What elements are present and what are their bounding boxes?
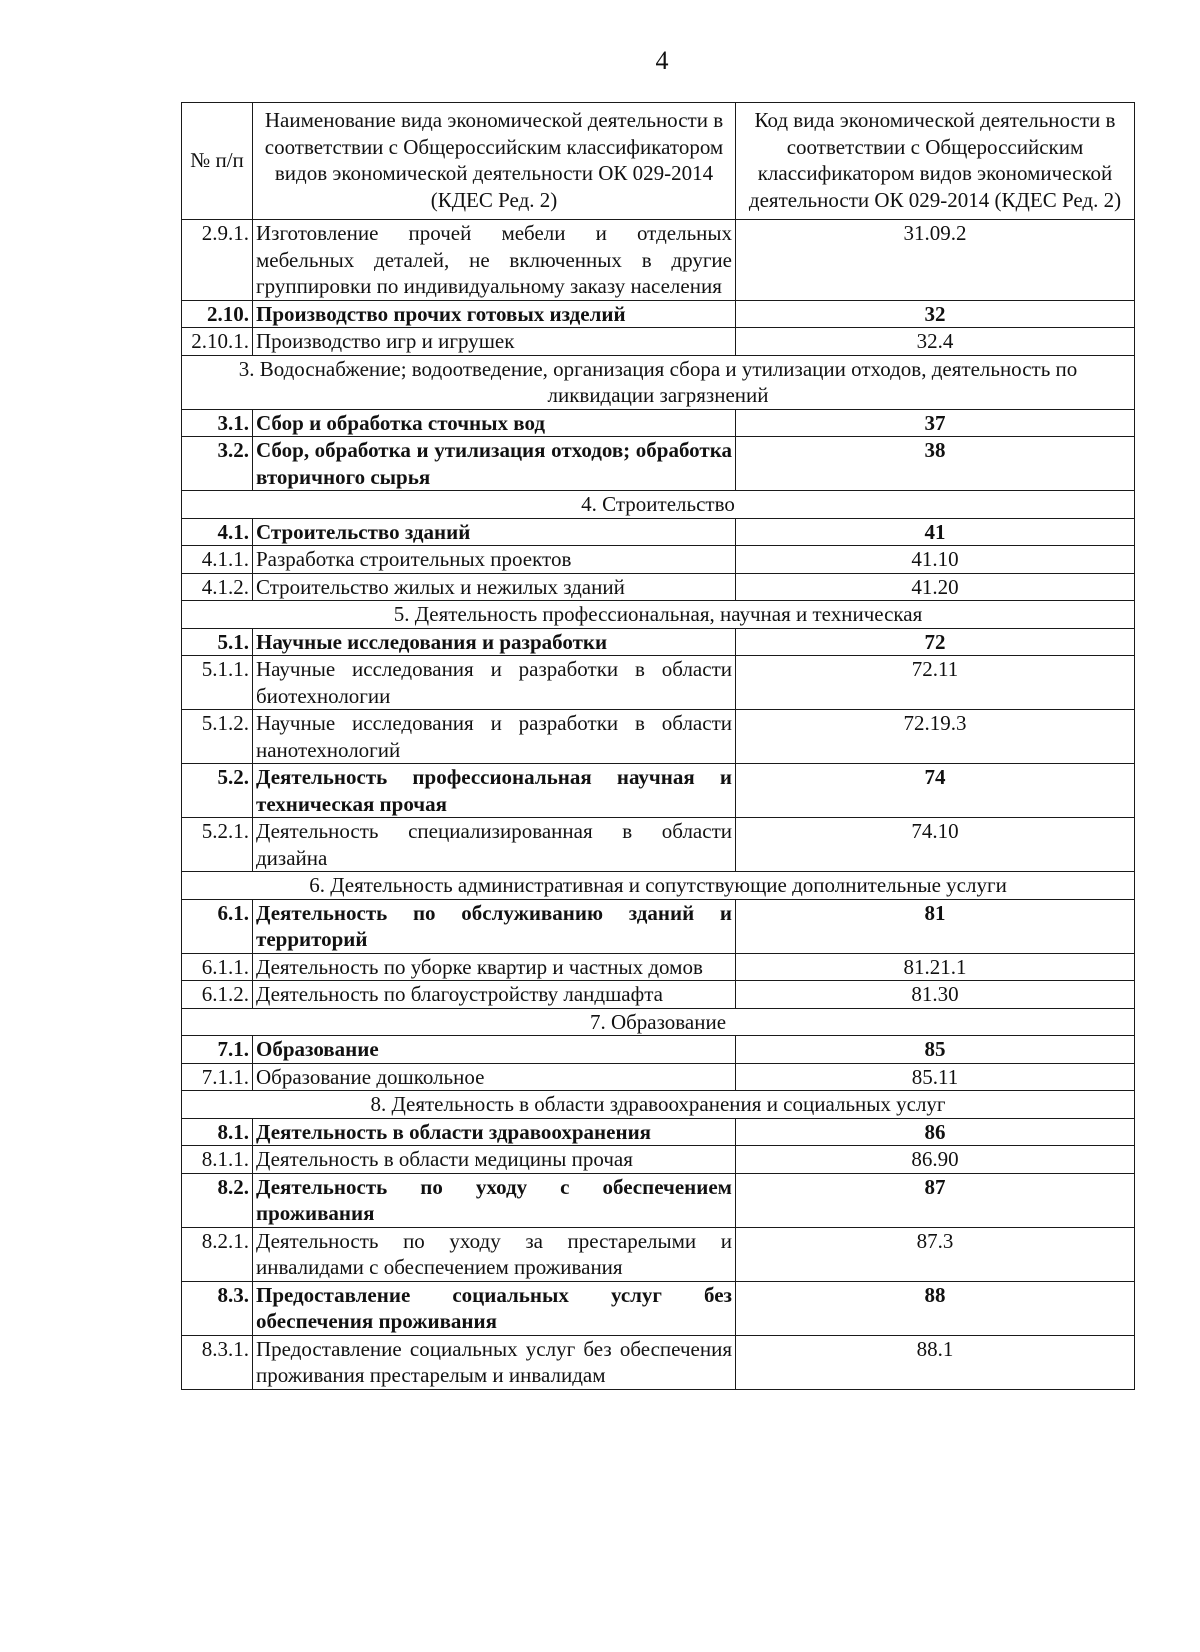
okved-code: 41.10 — [736, 546, 1135, 574]
row-number: 6.1. — [182, 899, 253, 953]
table-row — [182, 220, 1135, 301]
okved-code: 72.11 — [736, 656, 1135, 710]
okved-code: 85 — [736, 1036, 1135, 1064]
table-row — [182, 328, 1135, 356]
activity-name: Строительство жилых и нежилых зданий — [253, 573, 736, 601]
row-number: 5.1. — [182, 628, 253, 656]
activity-name: Научные исследования и разработки — [253, 628, 736, 656]
row-number: 7.1.1. — [182, 1063, 253, 1091]
okved-code: 37 — [736, 409, 1135, 437]
section-row — [182, 601, 1135, 629]
row-number: 8.2.1. — [182, 1227, 253, 1281]
table-row — [182, 437, 1135, 491]
section-title: 7. Образование — [182, 1008, 1135, 1036]
row-number: 5.2. — [182, 764, 253, 818]
header-code: Код вида экономической деятельности в соответствии с Общероссийским классификатором видов экономической деятельности ОК 029-2014 (КДЕС Ред. 2) — [736, 103, 1135, 220]
activity-name: Деятельность по уборке квартир и частных домов — [253, 953, 736, 981]
section-row — [182, 491, 1135, 519]
table-row — [182, 1118, 1135, 1146]
row-number: 5.1.1. — [182, 656, 253, 710]
row-number: 8.1.1. — [182, 1146, 253, 1174]
okved-code: 81.21.1 — [736, 953, 1135, 981]
table-row — [182, 764, 1135, 818]
table-row — [182, 1281, 1135, 1335]
okved-code: 72.19.3 — [736, 710, 1135, 764]
table-row — [182, 300, 1135, 328]
activity-name: Сбор, обработка и утилизация отходов; обработка вторичного сырья — [253, 437, 736, 491]
section-title: 8. Деятельность в области здравоохранения и социальных услуг — [182, 1091, 1135, 1119]
table-row — [182, 953, 1135, 981]
header-name: Наименование вида экономической деятельности в соответствии с Общероссийским классификатором видов экономической деятельности ОК 029-2014 (КДЕС Ред. 2) — [253, 103, 736, 220]
row-number: 4.1. — [182, 518, 253, 546]
table-header-row — [182, 103, 1135, 220]
activity-name: Производство прочих готовых изделий — [253, 300, 736, 328]
table-row — [182, 628, 1135, 656]
row-number: 2.10.1. — [182, 328, 253, 356]
okved-code: 31.09.2 — [736, 220, 1135, 301]
table-row — [182, 573, 1135, 601]
activity-name: Деятельность в области здравоохранения — [253, 1118, 736, 1146]
table-row — [182, 899, 1135, 953]
section-title: 3. Водоснабжение; водоотведение, организация сбора и утилизации отходов, деятельность по ликвидации загрязнений — [182, 355, 1135, 409]
table-row — [182, 1036, 1135, 1064]
section-title: 4. Строительство — [182, 491, 1135, 519]
row-number: 4.1.1. — [182, 546, 253, 574]
page-number: 4 — [655, 46, 669, 75]
okved-code: 88.1 — [736, 1335, 1135, 1389]
okved-code: 32.4 — [736, 328, 1135, 356]
okved-code: 41 — [736, 518, 1135, 546]
activity-name: Образование — [253, 1036, 736, 1064]
table-row — [182, 518, 1135, 546]
activity-name: Деятельность по уходу за престарелыми и инвалидами с обеспечением проживания — [253, 1227, 736, 1281]
activity-name: Строительство зданий — [253, 518, 736, 546]
section-title: 5. Деятельность профессиональная, научная и техническая — [182, 601, 1135, 629]
okved-code: 85.11 — [736, 1063, 1135, 1091]
okved-code: 88 — [736, 1281, 1135, 1335]
table-row — [182, 1063, 1135, 1091]
activity-name: Деятельность по уходу с обеспечением проживания — [253, 1173, 736, 1227]
okved-code: 72 — [736, 628, 1135, 656]
table-row — [182, 818, 1135, 872]
row-number: 5.2.1. — [182, 818, 253, 872]
table-row — [182, 1146, 1135, 1174]
activity-name: Образование дошкольное — [253, 1063, 736, 1091]
okved-code: 74 — [736, 764, 1135, 818]
activity-name: Научные исследования и разработки в области нанотехнологий — [253, 710, 736, 764]
section-row — [182, 872, 1135, 900]
row-number: 7.1. — [182, 1036, 253, 1064]
okved-code: 32 — [736, 300, 1135, 328]
row-number: 8.3.1. — [182, 1335, 253, 1389]
table-row — [182, 546, 1135, 574]
okved-code: 81.30 — [736, 981, 1135, 1009]
activity-name: Предоставление социальных услуг без обеспечения проживания престарелым и инвалидам — [253, 1335, 736, 1389]
row-number: 3.1. — [182, 409, 253, 437]
header-num: № п/п — [182, 103, 253, 220]
row-number: 5.1.2. — [182, 710, 253, 764]
section-title: 6. Деятельность административная и сопутствующие дополнительные услуги — [182, 872, 1135, 900]
okved-table — [181, 102, 1135, 1390]
row-number: 8.2. — [182, 1173, 253, 1227]
okved-code: 87.3 — [736, 1227, 1135, 1281]
okved-code: 81 — [736, 899, 1135, 953]
activity-name: Изготовление прочей мебели и отдельных мебельных деталей, не включенных в другие группировки по индивидуальному заказу населения — [253, 220, 736, 301]
table-row — [182, 656, 1135, 710]
activity-name: Деятельность в области медицины прочая — [253, 1146, 736, 1174]
row-number: 4.1.2. — [182, 573, 253, 601]
table-row — [182, 710, 1135, 764]
table-row — [182, 1173, 1135, 1227]
activity-name: Разработка строительных проектов — [253, 546, 736, 574]
okved-code: 86 — [736, 1118, 1135, 1146]
okved-code: 74.10 — [736, 818, 1135, 872]
activity-name: Производство игр и игрушек — [253, 328, 736, 356]
row-number: 2.9.1. — [182, 220, 253, 301]
row-number: 6.1.2. — [182, 981, 253, 1009]
section-row — [182, 1008, 1135, 1036]
table-row — [182, 409, 1135, 437]
table-row — [182, 1335, 1135, 1389]
row-number: 8.3. — [182, 1281, 253, 1335]
row-number: 8.1. — [182, 1118, 253, 1146]
table-row — [182, 981, 1135, 1009]
activity-name: Предоставление социальных услуг без обеспечения проживания — [253, 1281, 736, 1335]
activity-name: Сбор и обработка сточных вод — [253, 409, 736, 437]
activity-name: Деятельность по благоустройству ландшафта — [253, 981, 736, 1009]
section-row — [182, 1091, 1135, 1119]
activity-name: Деятельность профессиональная научная и техническая прочая — [253, 764, 736, 818]
section-row — [182, 355, 1135, 409]
row-number: 3.2. — [182, 437, 253, 491]
row-number: 6.1.1. — [182, 953, 253, 981]
activity-name: Научные исследования и разработки в области биотехнологии — [253, 656, 736, 710]
activity-name: Деятельность специализированная в области дизайна — [253, 818, 736, 872]
okved-code: 86.90 — [736, 1146, 1135, 1174]
okved-code: 87 — [736, 1173, 1135, 1227]
okved-code: 38 — [736, 437, 1135, 491]
table-body — [182, 220, 1135, 1390]
activity-name: Деятельность по обслуживанию зданий и территорий — [253, 899, 736, 953]
table-row — [182, 1227, 1135, 1281]
okved-code: 41.20 — [736, 573, 1135, 601]
row-number: 2.10. — [182, 300, 253, 328]
